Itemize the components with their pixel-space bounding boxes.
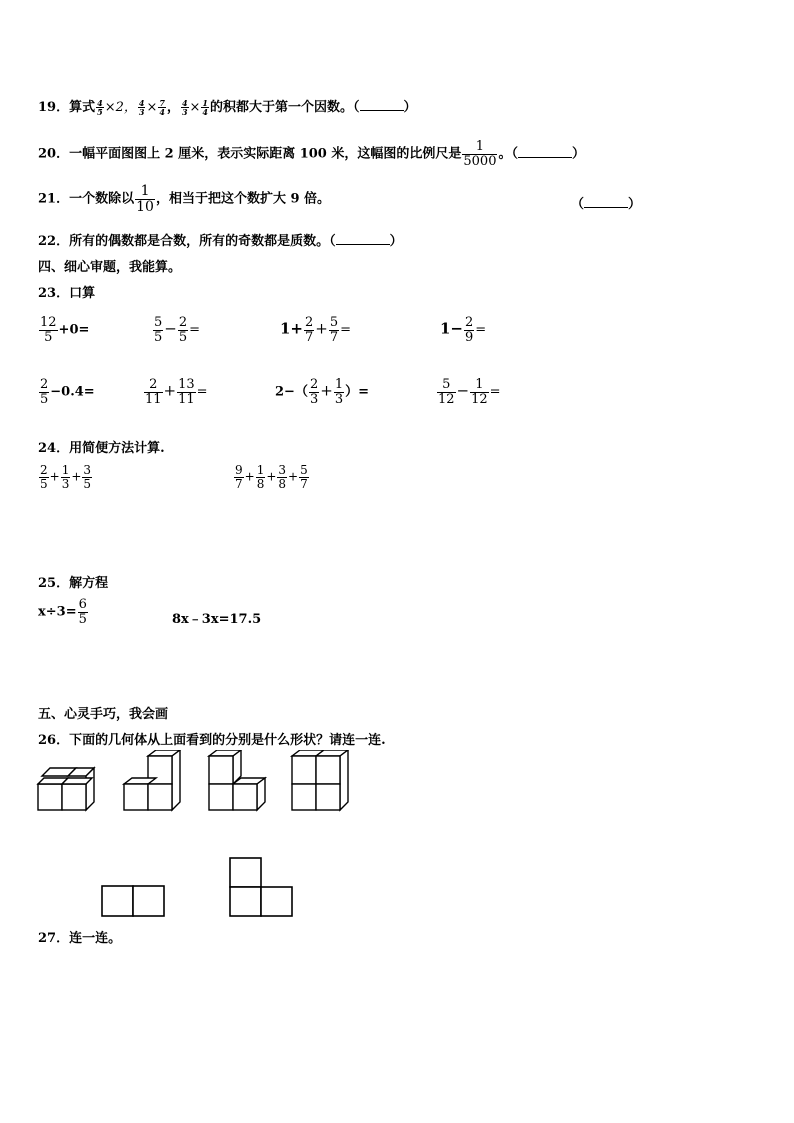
question-number: 20． bbox=[38, 146, 70, 162]
section-heading-5: 五、心灵手巧，我会画 bbox=[38, 707, 169, 722]
question-20: 20．一幅平面图图上 2 厘米，表示实际距离 100 米，这幅图的比例尺是 $\frac{1}{5000}$ 。（ ） bbox=[38, 139, 586, 169]
solid-figure-2 bbox=[120, 750, 186, 816]
top-view-1 bbox=[100, 884, 166, 920]
top-view-2 bbox=[228, 856, 296, 920]
question-number: 19． bbox=[38, 100, 70, 115]
simplify-expression-2: $\frac{9}{7}$ + $\frac{1}{8}$ + $\frac{3}{8}$ + $\frac{5}{7}$ bbox=[235, 463, 308, 491]
oral-calc-a: $\frac{12}{5}$ +0= bbox=[40, 315, 90, 345]
oral-calc-d: 1− $\frac{2}{9}$ = bbox=[440, 315, 487, 345]
oral-calc-h: $\frac{5}{12}$ − $\frac{1}{12}$ = bbox=[438, 377, 501, 407]
fraction: $\frac{5}{5}$ bbox=[154, 315, 163, 345]
question-22: 22．所有的偶数都是合数，所有的奇数都是质数。（ ） bbox=[38, 234, 403, 249]
question-21: 21．一个数除以 $\frac{1}{10}$ ，相当于把这个数扩大 9 倍。 bbox=[38, 183, 331, 215]
question-27: 27．连一连。 bbox=[38, 931, 122, 946]
solid-figure-4 bbox=[288, 750, 354, 816]
fraction: $\frac{2}{11}$ bbox=[145, 377, 162, 407]
fraction: $\frac{12}{5}$ bbox=[40, 315, 57, 345]
question-24-title: 24．用简便方法计算. bbox=[38, 441, 165, 456]
oral-calc-g: 2−（ $\frac{2}{3}$ + $\frac{1}{3}$ ）= bbox=[275, 377, 369, 407]
equation-2: 8x﹣3x=17.5 bbox=[172, 612, 262, 627]
fraction: $\frac{5}{7}$ bbox=[329, 315, 339, 345]
fraction: $\frac{13}{11}$ bbox=[178, 377, 195, 407]
solid-figure-3 bbox=[205, 750, 271, 816]
question-26: 26．下面的几何体从上面看到的分别是什么形状？请连一连. bbox=[38, 733, 386, 748]
question-25-title: 25．解方程 bbox=[38, 576, 109, 591]
answer-blank[interactable] bbox=[336, 232, 390, 245]
oral-calc-f: $\frac{2}{11}$ + $\frac{13}{11}$ = bbox=[145, 377, 208, 407]
equation-1: x÷3= $\frac{6}{5}$ bbox=[38, 597, 87, 627]
answer-blank[interactable] bbox=[518, 145, 572, 158]
fraction: $\frac{7}{4}$ bbox=[159, 97, 165, 117]
scale-fraction: $\frac{1}{5000}$ bbox=[463, 139, 497, 169]
solid-figure-1 bbox=[36, 766, 102, 816]
question-19: 19．算式 $\frac{4}{5}$ ×2， $\frac{4}{3}$ × $\frac{7}{4}$ ， $\frac{4}{3}$ × $\frac{1}{4}$ 的积都大于第一个因数。（ ） bbox=[38, 97, 417, 117]
answer-blank[interactable] bbox=[584, 195, 628, 208]
fraction: $\frac{5}{12}$ bbox=[438, 377, 455, 407]
question-number: 21． bbox=[38, 191, 70, 207]
fraction: $\frac{1}{12}$ bbox=[471, 377, 488, 407]
fraction: $\frac{1}{10}$ bbox=[136, 183, 154, 215]
question-23-title: 23．口算 bbox=[38, 286, 96, 301]
answer-blank[interactable] bbox=[360, 98, 404, 111]
fraction: $\frac{4}{3}$ bbox=[181, 97, 188, 117]
fraction: $\frac{2}{5}$ bbox=[178, 315, 188, 345]
section-heading-4: 四、细心审题，我能算。 bbox=[38, 260, 182, 275]
simplify-expression-1: $\frac{2}{5}$ + $\frac{1}{3}$ + $\frac{3}{5}$ bbox=[40, 463, 92, 491]
question-21-answer: （ ） bbox=[571, 197, 642, 212]
oral-calc-e: $\frac{2}{5}$ −0.4= bbox=[40, 377, 95, 407]
fraction: $\frac{1}{3}$ bbox=[334, 377, 344, 407]
fraction: $\frac{2}{3}$ bbox=[309, 377, 319, 407]
fraction: $\frac{4}{5}$ bbox=[97, 97, 103, 117]
fraction: $\frac{2}{9}$ bbox=[465, 315, 474, 345]
fraction: $\frac{1}{4}$ bbox=[202, 97, 208, 117]
oral-calc-b: $\frac{5}{5}$ − $\frac{2}{5}$ = bbox=[154, 315, 201, 345]
fraction: $\frac{2}{5}$ bbox=[40, 377, 49, 407]
question-number: 22． bbox=[38, 234, 70, 249]
fraction: $\frac{4}{3}$ bbox=[138, 97, 145, 117]
oral-calc-c: 1+ $\frac{2}{7}$ + $\frac{5}{7}$ = bbox=[280, 315, 352, 345]
fraction: $\frac{2}{7}$ bbox=[305, 315, 314, 345]
